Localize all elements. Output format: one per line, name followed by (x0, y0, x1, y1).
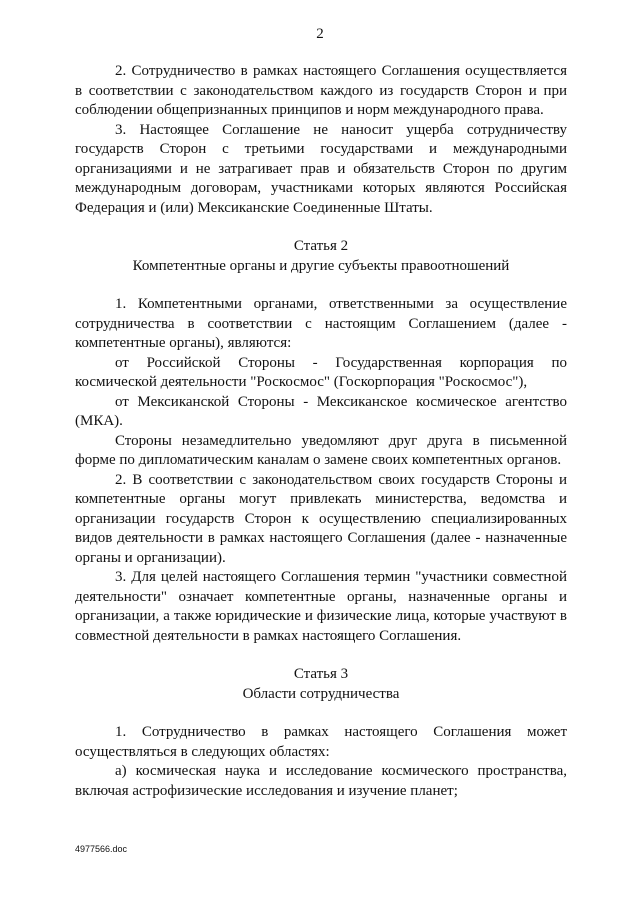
paragraph: от Российской Стороны - Государственная корпорация по космической деятельности "Роскосмос" (Госкорпорация "Роскосмос"), (75, 354, 567, 390)
paragraph: 2. Сотрудничество в рамках настоящего Соглашения осуществляется в соответствии с законодательством каждого из государств Сторон и при соблюдении общепризнанных принципов и норм международного права. (75, 63, 567, 118)
paragraph: 1. Компетентными органами, ответственными за осуществление сотрудничества в соответствии с настоящим Соглашением (далее - компетентные органы), являются: (75, 296, 567, 351)
article-3-subtitle: Области сотрудничества (242, 685, 400, 702)
article-3-title: Статья 3 (293, 666, 349, 682)
paragraph: Стороны незамедлительно уведомляют друг друга в письменной форме по дипломатическим каналам о замене своих компетентных органов. (75, 432, 567, 468)
article-2-subtitle: Компетентные органы и другие субъекты правоотношений (132, 257, 510, 274)
article-2-title: Статья 2 (293, 238, 349, 254)
paragraph: а) космическая наука и исследование космического пространства, включая астрофизические исследования и изучение планет; (75, 763, 567, 799)
page-number: 2 (316, 26, 324, 42)
paragraph: 1. Сотрудничество в рамках настоящего Соглашения может осуществляться в следующих областях: (75, 724, 567, 760)
paragraph: от Мексиканской Стороны - Мексиканское космическое агентство (МКА). (75, 393, 567, 429)
paragraph: 3. Для целей настоящего Соглашения термин "участники совместной деятельности" означает компетентные органы, назначенные органы и организации, а также юридические и физические лица, которые участвуют в совместной деятельности в рамках настоящего Соглашения. (75, 569, 567, 644)
footer-filename: 4977566.doc (75, 844, 128, 854)
paragraph: 2. В соответствии с законодательством своих государств Стороны и компетентные органы могут привлекать министерства, ведомства и организации государств Сторон к осуществлению специализированных видов деятельности в рамках настоящего Соглашения (далее - назначенные органы и организации). (75, 471, 567, 566)
document-body (75, 62, 567, 801)
paragraph: 3. Настоящее Соглашение не наносит ущерба сотрудничеству государств Сторон с третьими государствами и международными организациями и не затрагивает прав и обязательств Сторон по другим международным договорам, участниками которых являются Российская Федерация и (или) Мексиканские Соединенные Штаты. (75, 121, 567, 216)
